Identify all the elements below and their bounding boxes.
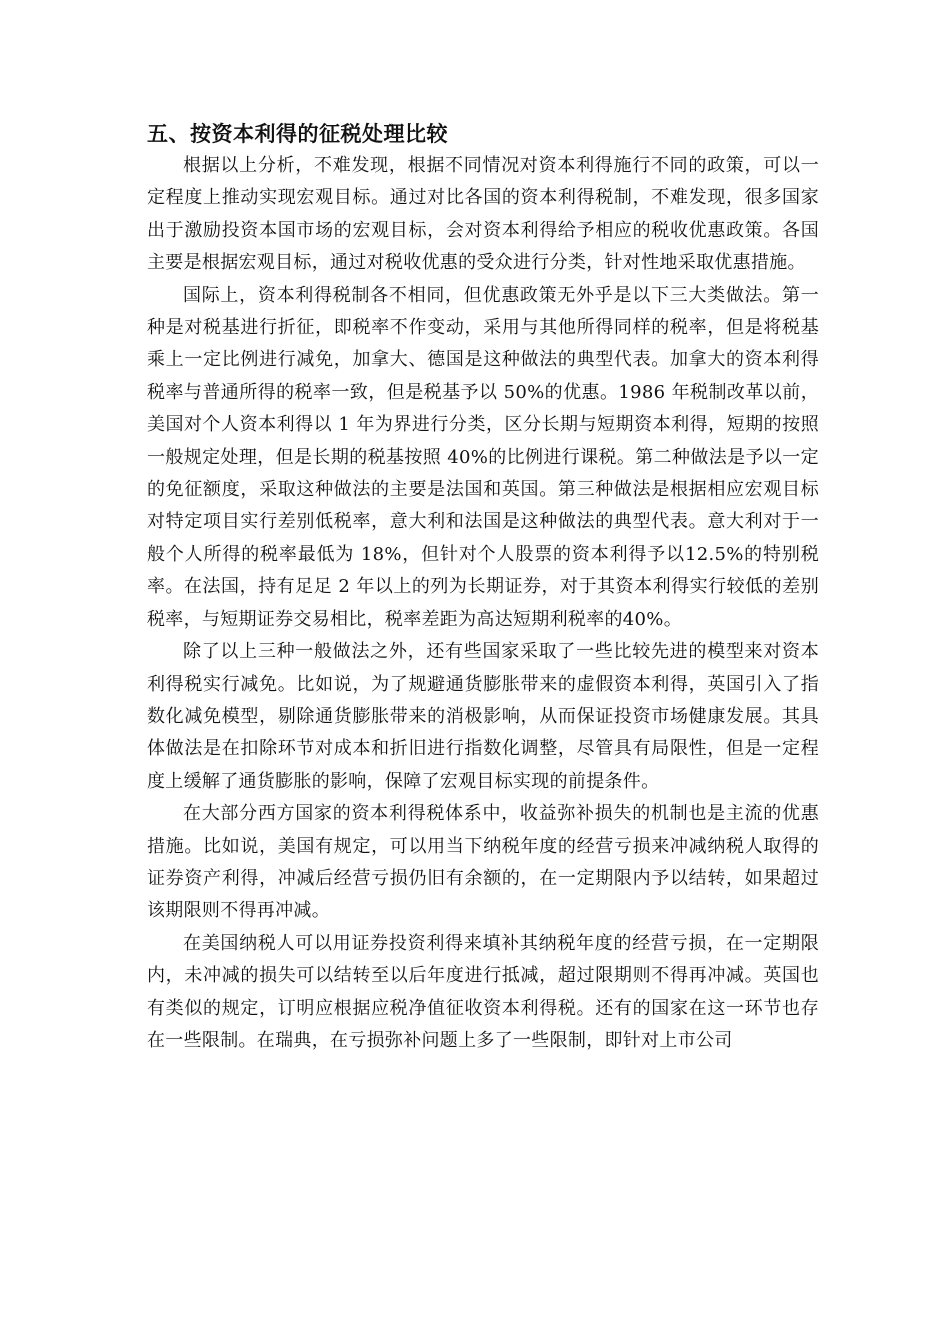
paragraph-1: 根据以上分析，不难发现，根据不同情况对资本利得施行不同的政策，可以一定程度上推动实现宏观目标。通过对比各国的资本利得税制，不难发现，很多国家出于激励投资本国市场的宏观目标，会对资本利得给予相应的税收优惠政策。各国主要是根据宏观目标，通过对税收优惠的受众进行分类，针对性地采取优惠措施。 bbox=[147, 155, 819, 274]
paragraph-4: 在大部分西方国家的资本利得税体系中，收益弥补损失的机制也是主流的优惠措施。比如说，美国有规定，可以用当下纳税年度的经营亏损来冲减纳税人取得的证券资产利得，冲减后经营亏损仍旧有余额的，在一定期限内予以结转，如果超过该期限则不得再冲减。 bbox=[147, 803, 819, 922]
section-title: 五、按资本利得的征税处理比较 bbox=[147, 122, 448, 146]
document-page bbox=[147, 118, 819, 1057]
paragraph-2: 国际上，资本利得税制各不相同，但优惠政策无外乎是以下三大类做法。第一种是对税基进行折征，即税率不作变动，采用与其他所得同样的税率，但是将税基乘上一定比例进行减免，加拿大、德国是这种做法的典型代表。加拿大的资本利得税率与普通所得的税率一致，但是税基予以 50%的优惠。1986 年税制改革以前，美国对个人资本利得以 1 年为界进行分类，区分长期与短期资本利得，短期的按照一般规定处理，但是长期的税基按照 40%的比例进行课税。第二种做法是予以一定的免征额度，采取这种做法的主要是法国和英国。第三种做法是根据相应宏观目标对特定项目实行差别低税率，意大利和法国是这种做法的典型代表。意大利对于一般个人所得的税率最低为 18%，但针对个人股票的资本利得予以12.5%的特别税率。在法国，持有足足 2 年以上的列为长期证券，对于其资本利得实行较低的差别税率，与短期证券交易相比，税率差距为高达短期利税率的40%。 bbox=[147, 284, 819, 630]
paragraph-5: 在美国纳税人可以用证券投资利得来填补其纳税年度的经营亏损，在一定期限内，未冲减的损失可以结转至以后年度进行抵减，超过限期则不得再冲减。英国也有类似的规定，订明应根据应税净值征收资本利得税。还有的国家在这一环节也存在一些限制。在瑞典，在亏损弥补问题上多了一些限制，即针对上市公司 bbox=[147, 932, 819, 1051]
paragraph-3: 除了以上三种一般做法之外，还有些国家采取了一些比较先进的模型来对资本利得税实行减免。比如说，为了规避通货膨胀带来的虚假资本利得，英国引入了指数化减免模型，剔除通货膨胀带来的消极影响，从而保证投资市场健康发展。其具体做法是在扣除环节对成本和折旧进行指数化调整，尽管具有局限性，但是一定程度上缓解了通货膨胀的影响，保障了宏观目标实现的前提条件。 bbox=[147, 641, 819, 792]
